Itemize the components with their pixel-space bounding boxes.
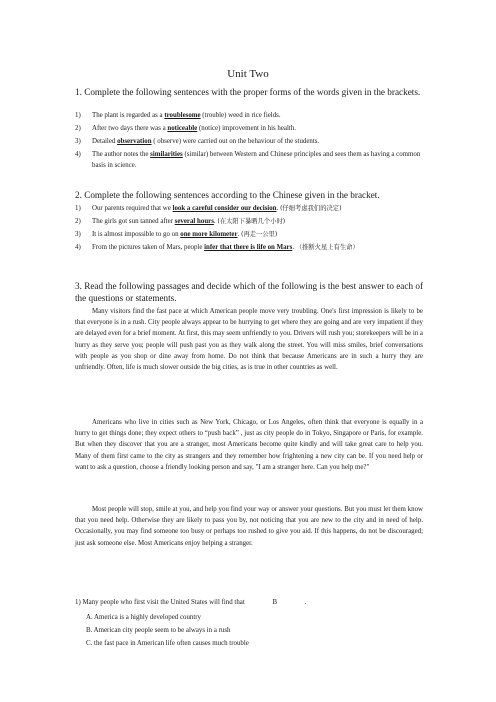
- item-text: .: [213, 218, 218, 225]
- answer-word: troublesome: [164, 112, 201, 119]
- item-text: (trouble) weed in rice fields.: [200, 112, 281, 119]
- question-text: 1) Many people who first visit the United States will find that: [75, 599, 245, 606]
- item-number: 4): [75, 151, 81, 158]
- item-text: After two days there was a: [92, 125, 168, 132]
- chinese-hint: (再走一公里): [240, 231, 278, 238]
- answer-word: observation: [117, 138, 152, 145]
- answer-phrase: one more kilometer: [180, 231, 238, 238]
- item-text: Our parents required that we: [92, 205, 173, 212]
- item-number: 1): [75, 205, 81, 212]
- item-text: The author notes the: [92, 151, 151, 158]
- item-text: The plant is regarded as a: [92, 112, 165, 119]
- passage-paragraph-1: Many visitors find the fast pace at which American people move very troubling. One's first impression is likely to be that everyone is in a rush. City people always appear to be hurrying to get where they are going and are very impatient if they are delayed even for a brief moment. At first, this may seem unfriendly to you. Drivers will rush you; storekeepers will be in a hurry as they serve you; people will push past you as they walk along the street. You will miss smiles, brief conversations with people as you shop or dine away from home. Do not think that because Americans are in such a hurry they are unfriendly. Often, life is much slower outside the big cities, as is true in other countries as well.: [75, 308, 423, 372]
- item-text: From the pictures taken of Mars, people: [92, 244, 205, 251]
- chinese-hint: （推断火星上有生命）: [295, 244, 359, 251]
- section-1-heading: 1. Complete the following sentences with the proper forms of the words given in the brackets.: [75, 87, 421, 97]
- item-text: .: [237, 231, 241, 238]
- passage-paragraph-2: Americans who live in cities such as New York, Chicago, or Los Angeles, often think that everyone is equally in a hurry to get things done; they expect others to “push back” , just as city people do in Tokyo, Singapore or Paris, for example. But when they discover that you are a stranger, most Americans become quite kindly and will take great care to help you. Many of them first came to the city as strangers and they remember how frightening a new city can be. If you need help or want to ask a question, choose a friendly looking person and say, "I am a stranger here. Can you help me?": [75, 419, 423, 471]
- item-text: .: [292, 244, 296, 251]
- answer-blank: B: [272, 599, 278, 606]
- item-text: Detailed: [92, 138, 118, 145]
- option-a: A. America is a highly developed country: [86, 614, 202, 621]
- question-1: [75, 598, 423, 608]
- answer-phrase: look a careful consider our decision: [172, 205, 277, 212]
- item-text: It is almost impossible to go on: [92, 231, 181, 238]
- answer-word: similarities: [150, 151, 183, 158]
- passage-paragraph-3: Most people will stop, smile at you, and help you find your way or answer your questions. But you must let them know that you need help. Otherwise they are likely to pass you by, not noticing that you are new to the city and in need of help. Occasionally, you may find someone too busy or perhaps too rushed to give you aid. If this happens, do not be discouraged; just ask someone else. Most Americans enjoy helping a stranger.: [75, 506, 423, 547]
- chinese-hint: (在太阳下暴晒几个小时): [217, 218, 286, 225]
- chinese-hint: (仔细考虑我们的决定): [279, 205, 342, 212]
- option-b: B. American city people seem to be always in a rush: [86, 627, 231, 634]
- section-2-heading: 2. Complete the following sentences according to the Chinese given in the bracket.: [75, 190, 380, 200]
- item-number: 2): [75, 218, 81, 225]
- item-number: 1): [75, 112, 81, 119]
- answer-word: noticeable: [167, 125, 198, 132]
- question-end: .: [304, 599, 307, 606]
- item-number: 3): [75, 138, 81, 145]
- item-number: 3): [75, 231, 81, 238]
- option-c: C. the fast pace in American life often causes much trouble: [86, 640, 249, 647]
- item-number: 4): [75, 244, 81, 251]
- page-title: Unit Two: [227, 68, 269, 80]
- item-text: The girls got sun tanned after: [92, 218, 175, 225]
- item-text: (notice) improvement in his health.: [197, 125, 296, 132]
- item-text: ( observe) were carried out on the behaviour of the students.: [151, 138, 320, 145]
- item-number: 2): [75, 125, 81, 132]
- section-3-heading: 3. Read the following passages and decide which of the following is the best answer to each of the questions or statements.: [75, 281, 424, 303]
- item-text: .: [276, 205, 280, 212]
- answer-phrase: infer that there is life on Mars: [204, 244, 293, 251]
- item-text: (similar) between Western and Chinese principles and sees them as having a common basis in science.: [92, 151, 421, 169]
- answer-phrase: several hours: [174, 218, 214, 225]
